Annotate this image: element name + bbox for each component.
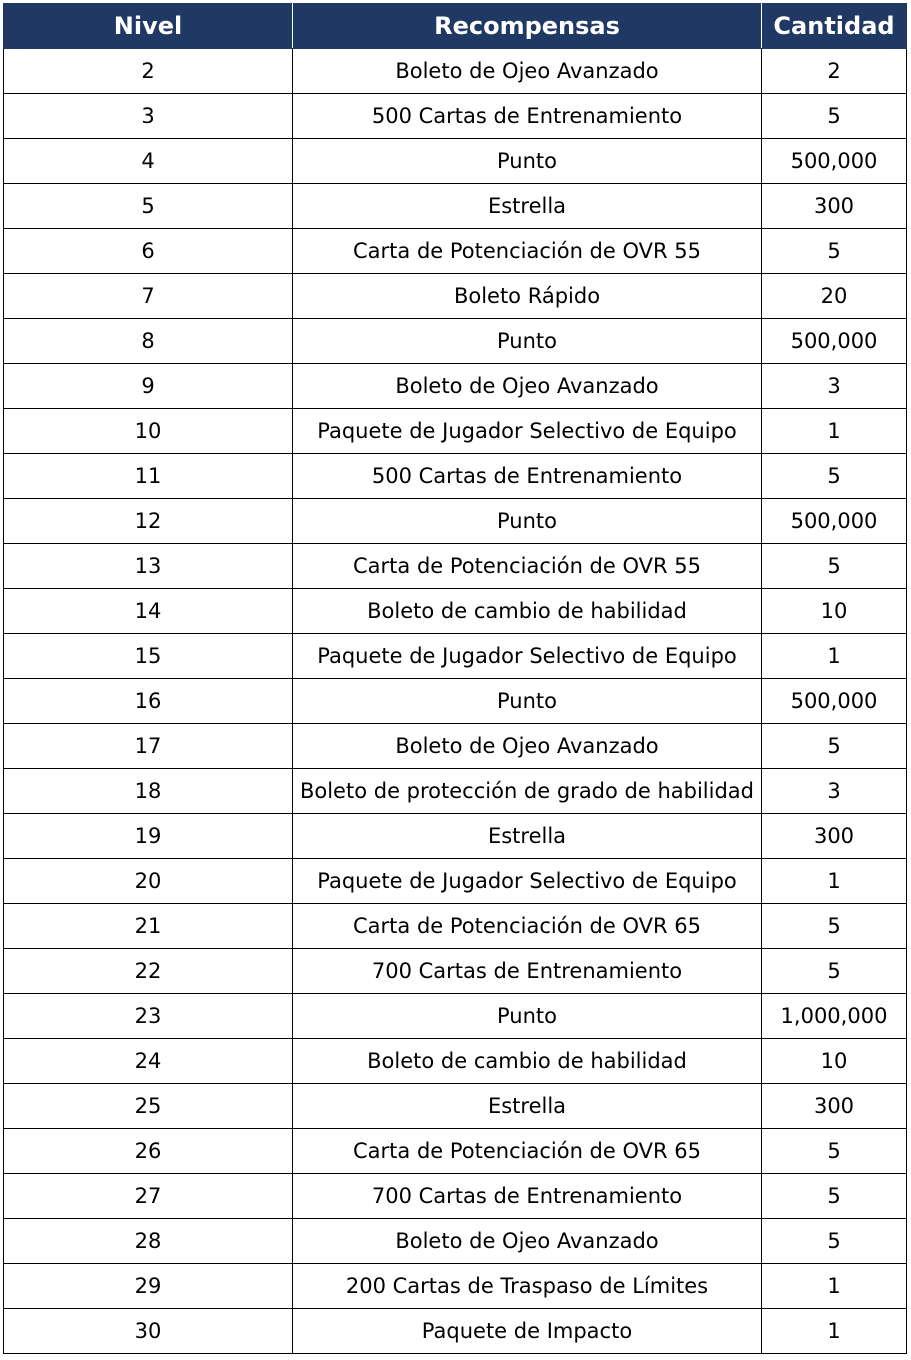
table-row	[4, 994, 907, 1039]
cell-reward: Punto	[293, 139, 762, 184]
cell-level: 24	[4, 1039, 293, 1084]
cell-quantity: 5	[762, 904, 907, 949]
cell-level: 20	[4, 859, 293, 904]
table-row	[4, 184, 907, 229]
cell-reward: Punto	[293, 994, 762, 1039]
cell-reward: Carta de Potenciación de OVR 65	[293, 904, 762, 949]
cell-quantity: 10	[762, 589, 907, 634]
cell-level: 6	[4, 229, 293, 274]
cell-reward: Paquete de Jugador Selectivo de Equipo	[293, 859, 762, 904]
table-row	[4, 274, 907, 319]
cell-reward: Paquete de Impacto	[293, 1309, 762, 1354]
cell-level: 9	[4, 364, 293, 409]
cell-quantity: 5	[762, 724, 907, 769]
cell-reward: 500 Cartas de Entrenamiento	[293, 94, 762, 139]
cell-level: 21	[4, 904, 293, 949]
cell-quantity: 5	[762, 1174, 907, 1219]
cell-level: 8	[4, 319, 293, 364]
cell-level: 12	[4, 499, 293, 544]
table-row	[4, 139, 907, 184]
cell-level: 5	[4, 184, 293, 229]
table-row	[4, 1309, 907, 1354]
cell-reward: Carta de Potenciación de OVR 55	[293, 229, 762, 274]
cell-level: 30	[4, 1309, 293, 1354]
table-row	[4, 49, 907, 94]
rewards-table	[3, 3, 907, 1354]
table-row	[4, 1174, 907, 1219]
table-row	[4, 904, 907, 949]
header-quantity: Cantidad	[762, 4, 907, 49]
table-row	[4, 544, 907, 589]
table-row	[4, 679, 907, 724]
cell-level: 4	[4, 139, 293, 184]
cell-level: 16	[4, 679, 293, 724]
table-row	[4, 1084, 907, 1129]
table-row	[4, 724, 907, 769]
cell-level: 17	[4, 724, 293, 769]
table-body	[4, 49, 907, 1354]
cell-reward: Boleto de Ojeo Avanzado	[293, 49, 762, 94]
cell-level: 25	[4, 1084, 293, 1129]
cell-quantity: 500,000	[762, 499, 907, 544]
cell-reward: Boleto de protección de grado de habilidad	[293, 769, 762, 814]
table-row	[4, 1219, 907, 1264]
header-level: Nivel	[4, 4, 293, 49]
cell-level: 19	[4, 814, 293, 859]
table-row	[4, 589, 907, 634]
table-row	[4, 634, 907, 679]
cell-level: 7	[4, 274, 293, 319]
cell-level: 27	[4, 1174, 293, 1219]
cell-quantity: 10	[762, 1039, 907, 1084]
cell-reward: Boleto de Ojeo Avanzado	[293, 724, 762, 769]
cell-level: 11	[4, 454, 293, 499]
cell-quantity: 5	[762, 949, 907, 994]
cell-reward: Paquete de Jugador Selectivo de Equipo	[293, 634, 762, 679]
cell-quantity: 1	[762, 1264, 907, 1309]
cell-reward: Boleto de Ojeo Avanzado	[293, 1219, 762, 1264]
cell-quantity: 1	[762, 634, 907, 679]
cell-quantity: 5	[762, 1219, 907, 1264]
cell-reward: Boleto Rápido	[293, 274, 762, 319]
cell-reward: Paquete de Jugador Selectivo de Equipo	[293, 409, 762, 454]
cell-quantity: 1	[762, 409, 907, 454]
table-row	[4, 1129, 907, 1174]
cell-reward: Estrella	[293, 814, 762, 859]
cell-level: 10	[4, 409, 293, 454]
cell-level: 3	[4, 94, 293, 139]
table-header	[4, 4, 907, 49]
cell-level: 18	[4, 769, 293, 814]
cell-quantity: 5	[762, 544, 907, 589]
cell-level: 23	[4, 994, 293, 1039]
cell-quantity: 3	[762, 769, 907, 814]
cell-quantity: 1	[762, 859, 907, 904]
cell-quantity: 1	[762, 1309, 907, 1354]
cell-quantity: 5	[762, 229, 907, 274]
table-row	[4, 454, 907, 499]
cell-level: 2	[4, 49, 293, 94]
cell-quantity: 300	[762, 814, 907, 859]
table-row	[4, 319, 907, 364]
cell-reward: 700 Cartas de Entrenamiento	[293, 949, 762, 994]
cell-reward: 500 Cartas de Entrenamiento	[293, 454, 762, 499]
cell-quantity: 20	[762, 274, 907, 319]
table-row	[4, 229, 907, 274]
cell-reward: Boleto de Ojeo Avanzado	[293, 364, 762, 409]
cell-level: 15	[4, 634, 293, 679]
cell-quantity: 3	[762, 364, 907, 409]
table-row	[4, 949, 907, 994]
cell-level: 28	[4, 1219, 293, 1264]
cell-reward: 200 Cartas de Traspaso de Límites	[293, 1264, 762, 1309]
table-row	[4, 859, 907, 904]
cell-quantity: 5	[762, 94, 907, 139]
table-row	[4, 1039, 907, 1084]
cell-level: 13	[4, 544, 293, 589]
cell-reward: Punto	[293, 679, 762, 724]
cell-quantity: 300	[762, 1084, 907, 1129]
cell-quantity: 2	[762, 49, 907, 94]
cell-reward: Boleto de cambio de habilidad	[293, 1039, 762, 1084]
cell-quantity: 500,000	[762, 139, 907, 184]
header-reward: Recompensas	[293, 4, 762, 49]
cell-level: 29	[4, 1264, 293, 1309]
cell-level: 14	[4, 589, 293, 634]
table-row	[4, 1264, 907, 1309]
table-row	[4, 94, 907, 139]
header-row	[4, 4, 907, 49]
cell-reward: Boleto de cambio de habilidad	[293, 589, 762, 634]
cell-quantity: 500,000	[762, 319, 907, 364]
cell-reward: Punto	[293, 499, 762, 544]
table-row	[4, 409, 907, 454]
table-row	[4, 364, 907, 409]
cell-quantity: 5	[762, 1129, 907, 1174]
table-row	[4, 814, 907, 859]
cell-reward: 700 Cartas de Entrenamiento	[293, 1174, 762, 1219]
cell-reward: Punto	[293, 319, 762, 364]
cell-level: 26	[4, 1129, 293, 1174]
table-row	[4, 769, 907, 814]
cell-reward: Estrella	[293, 184, 762, 229]
cell-level: 22	[4, 949, 293, 994]
cell-reward: Carta de Potenciación de OVR 65	[293, 1129, 762, 1174]
cell-quantity: 300	[762, 184, 907, 229]
table-row	[4, 499, 907, 544]
cell-quantity: 500,000	[762, 679, 907, 724]
cell-quantity: 1,000,000	[762, 994, 907, 1039]
cell-reward: Estrella	[293, 1084, 762, 1129]
cell-quantity: 5	[762, 454, 907, 499]
cell-reward: Carta de Potenciación de OVR 55	[293, 544, 762, 589]
